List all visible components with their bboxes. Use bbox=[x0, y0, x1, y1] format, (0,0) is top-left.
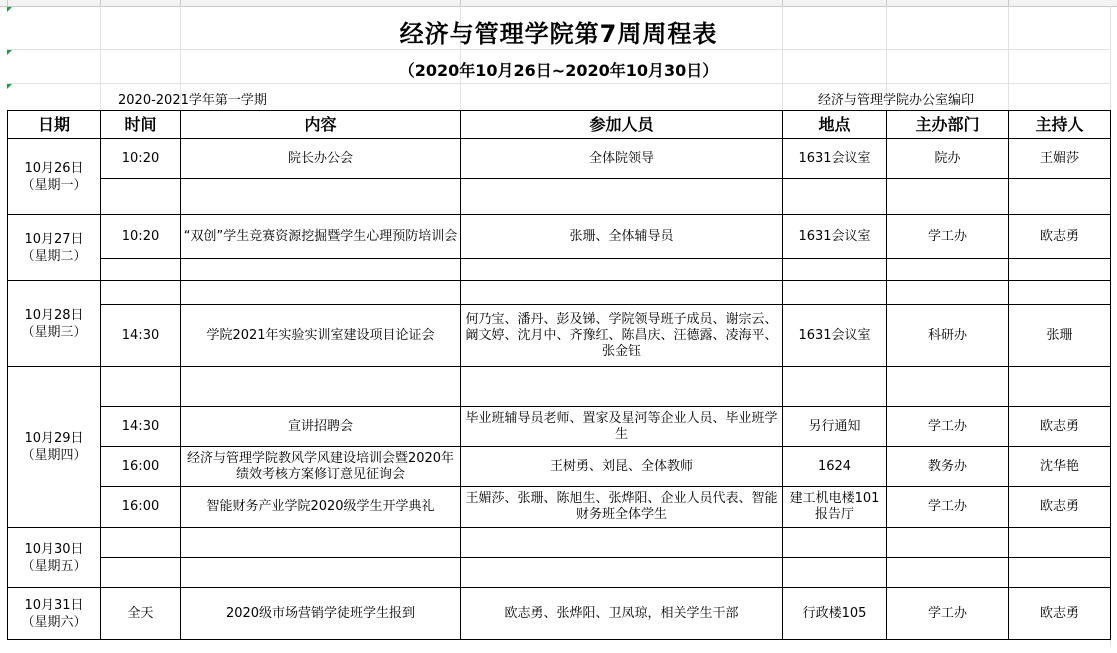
host-cell[interactable]: 沈华艳 bbox=[1009, 447, 1111, 487]
content-cell[interactable]: 宣讲招聘会 bbox=[181, 407, 461, 447]
empty-cell[interactable] bbox=[181, 558, 461, 588]
header-participants[interactable]: 参加人员 bbox=[461, 111, 783, 139]
empty-cell[interactable] bbox=[181, 179, 461, 215]
table-row bbox=[8, 447, 1111, 487]
empty-cell[interactable] bbox=[887, 259, 1009, 281]
location-cell[interactable]: 1624 bbox=[783, 447, 887, 487]
empty-cell[interactable] bbox=[461, 179, 783, 215]
table-row bbox=[8, 281, 1111, 305]
header-date[interactable]: 日期 bbox=[8, 111, 101, 139]
date-cell[interactable]: 10月30日 （星期五） bbox=[8, 528, 101, 588]
table-row bbox=[8, 407, 1111, 447]
time-cell[interactable]: 10:20 bbox=[101, 215, 181, 259]
empty-cell[interactable] bbox=[101, 558, 181, 588]
empty-cell[interactable] bbox=[1009, 259, 1111, 281]
column-header-strip bbox=[0, 0, 1117, 7]
empty-cell[interactable] bbox=[181, 528, 461, 558]
host-cell[interactable]: 王媚莎 bbox=[1009, 139, 1111, 179]
empty-cell[interactable] bbox=[101, 179, 181, 215]
header-time[interactable]: 时间 bbox=[101, 111, 181, 139]
empty-cell[interactable] bbox=[101, 259, 181, 281]
time-cell[interactable]: 14:30 bbox=[101, 305, 181, 367]
table-row bbox=[8, 179, 1111, 215]
header-location[interactable]: 地点 bbox=[783, 111, 887, 139]
empty-cell[interactable] bbox=[1009, 558, 1111, 588]
date-range-subtitle: （2020年10月26日~2020年10月30日） bbox=[398, 61, 719, 80]
location-cell[interactable]: 建工机电楼101报告厅 bbox=[783, 487, 887, 528]
location-cell[interactable]: 另行通知 bbox=[783, 407, 887, 447]
content-cell[interactable]: 2020级市场营销学徒班学生报到 bbox=[181, 588, 461, 640]
semester-label: 2020-2021学年第一学期 bbox=[118, 93, 267, 108]
table-row bbox=[8, 588, 1111, 640]
empty-cell[interactable] bbox=[887, 558, 1009, 588]
host-cell[interactable]: 张珊 bbox=[1009, 305, 1111, 367]
page-title: 经济与管理学院第7周周程表 bbox=[399, 20, 718, 48]
empty-cell[interactable] bbox=[783, 259, 887, 281]
empty-cell[interactable] bbox=[887, 179, 1009, 215]
department-cell[interactable]: 学工办 bbox=[887, 487, 1009, 528]
location-cell[interactable]: 1631会议室 bbox=[783, 139, 887, 179]
time-cell[interactable]: 全天 bbox=[101, 588, 181, 640]
empty-cell[interactable] bbox=[101, 367, 181, 407]
participants-cell[interactable]: 张珊、全体辅导员 bbox=[461, 215, 783, 259]
time-cell[interactable]: 16:00 bbox=[101, 487, 181, 528]
table-row bbox=[8, 528, 1111, 558]
table-row bbox=[8, 139, 1111, 179]
participants-cell[interactable]: 王媚莎、张珊、陈旭生、张烨阳、企业人员代表、智能财务班全体学生 bbox=[461, 487, 783, 528]
host-cell[interactable]: 欧志勇 bbox=[1009, 588, 1111, 640]
department-cell[interactable]: 院办 bbox=[887, 139, 1009, 179]
empty-cell[interactable] bbox=[887, 367, 1009, 407]
table-row bbox=[8, 367, 1111, 407]
empty-cell[interactable] bbox=[181, 281, 461, 305]
empty-cell[interactable] bbox=[783, 558, 887, 588]
table-row bbox=[8, 259, 1111, 281]
content-cell[interactable]: “双创”学生竞赛资源挖掘暨学生心理预防培训会 bbox=[181, 215, 461, 259]
participants-cell[interactable]: 何乃宝、潘丹、彭及锑、学院领导班子成员、谢宗云、阚文婷、沈月中、齐豫红、陈昌庆、汪德露、凌海平、张金钰 bbox=[461, 305, 783, 367]
empty-cell[interactable] bbox=[1009, 528, 1111, 558]
comment-marker-icon bbox=[7, 50, 12, 55]
empty-cell[interactable] bbox=[461, 528, 783, 558]
empty-cell[interactable] bbox=[461, 558, 783, 588]
content-cell[interactable]: 学院2021年实验实训室建设项目论证会 bbox=[181, 305, 461, 367]
empty-cell[interactable] bbox=[783, 179, 887, 215]
empty-cell[interactable] bbox=[1009, 179, 1111, 215]
department-cell[interactable]: 学工办 bbox=[887, 407, 1009, 447]
header-host[interactable]: 主持人 bbox=[1009, 111, 1111, 139]
participants-cell[interactable]: 王树勇、刘昆、全体教师 bbox=[461, 447, 783, 487]
location-cell[interactable]: 1631会议室 bbox=[783, 215, 887, 259]
date-cell[interactable]: 10月31日 （星期六） bbox=[8, 588, 101, 640]
empty-cell[interactable] bbox=[181, 367, 461, 407]
content-cell[interactable]: 院长办公会 bbox=[181, 139, 461, 179]
editor-label: 经济与管理学院办公室编印 bbox=[818, 93, 975, 108]
date-cell[interactable]: 10月28日 （星期三） bbox=[8, 281, 101, 367]
empty-cell[interactable] bbox=[461, 281, 783, 305]
date-cell[interactable]: 10月26日 （星期一） bbox=[8, 139, 101, 215]
location-cell[interactable]: 1631会议室 bbox=[783, 305, 887, 367]
table-row bbox=[8, 558, 1111, 588]
content-cell[interactable]: 智能财务产业学院2020级学生开学典礼 bbox=[181, 487, 461, 528]
empty-cell[interactable] bbox=[1009, 367, 1111, 407]
comment-marker-icon bbox=[7, 84, 12, 89]
empty-cell[interactable] bbox=[783, 281, 887, 305]
host-cell[interactable]: 欧志勇 bbox=[1009, 407, 1111, 447]
table-row bbox=[8, 487, 1111, 528]
location-cell[interactable]: 行政楼105 bbox=[783, 588, 887, 640]
empty-cell[interactable] bbox=[887, 281, 1009, 305]
date-cell[interactable]: 10月27日 （星期二） bbox=[8, 215, 101, 281]
empty-cell[interactable] bbox=[461, 259, 783, 281]
empty-cell[interactable] bbox=[181, 259, 461, 281]
empty-cell[interactable] bbox=[783, 528, 887, 558]
empty-cell[interactable] bbox=[887, 528, 1009, 558]
host-cell[interactable]: 欧志勇 bbox=[1009, 215, 1111, 259]
date-cell[interactable]: 10月29日 （星期四） bbox=[8, 367, 101, 528]
empty-cell[interactable] bbox=[1009, 281, 1111, 305]
time-cell[interactable]: 14:30 bbox=[101, 407, 181, 447]
comment-marker-icon bbox=[7, 7, 12, 12]
empty-cell[interactable] bbox=[461, 367, 783, 407]
participants-cell[interactable]: 欧志勇、张烨阳、卫凤琼，相关学生干部 bbox=[461, 588, 783, 640]
department-cell[interactable]: 学工办 bbox=[887, 588, 1009, 640]
table-row bbox=[8, 305, 1111, 367]
empty-cell[interactable] bbox=[101, 281, 181, 305]
schedule-table bbox=[7, 110, 1111, 640]
department-cell[interactable]: 教务办 bbox=[887, 447, 1009, 487]
table-row bbox=[8, 215, 1111, 259]
time-cell[interactable]: 16:00 bbox=[101, 447, 181, 487]
header-row bbox=[8, 111, 1111, 139]
department-cell[interactable]: 科研办 bbox=[887, 305, 1009, 367]
participants-cell[interactable]: 全体院领导 bbox=[461, 139, 783, 179]
time-cell[interactable]: 10:20 bbox=[101, 139, 181, 179]
header-department[interactable]: 主办部门 bbox=[887, 111, 1009, 139]
empty-cell[interactable] bbox=[783, 367, 887, 407]
participants-cell[interactable]: 毕业班辅导员老师、置家及星河等企业人员、毕业班学生 bbox=[461, 407, 783, 447]
host-cell[interactable]: 欧志勇 bbox=[1009, 487, 1111, 528]
header-content[interactable]: 内容 bbox=[181, 111, 461, 139]
content-cell[interactable]: 经济与管理学院教风学风建设培训会暨2020年绩效考核方案修订意见征询会 bbox=[181, 447, 461, 487]
department-cell[interactable]: 学工办 bbox=[887, 215, 1009, 259]
empty-cell[interactable] bbox=[101, 528, 181, 558]
